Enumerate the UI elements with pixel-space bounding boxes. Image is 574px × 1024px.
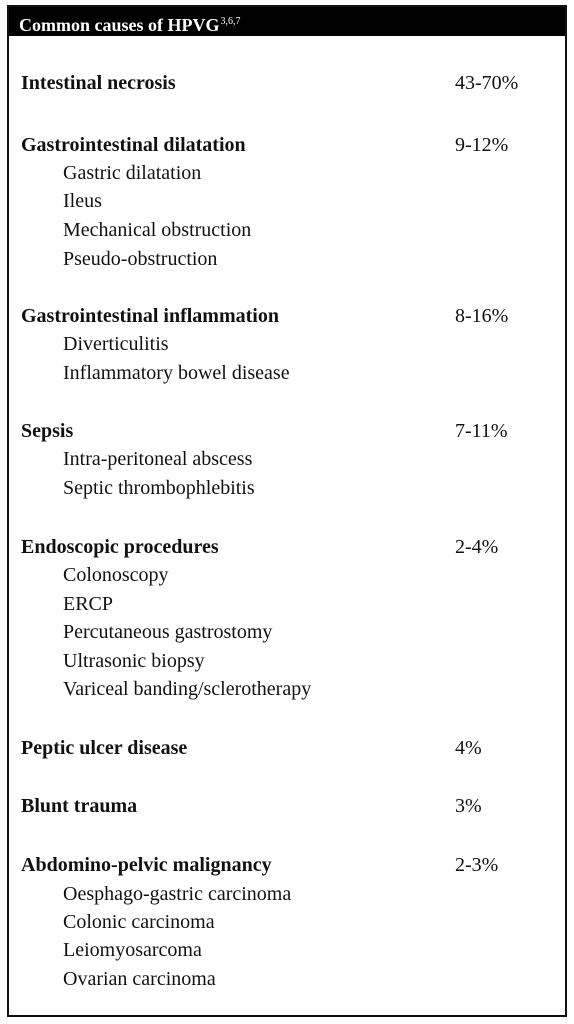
category-row xyxy=(21,303,553,329)
subitem-label: Variceal banding/sclerotherapy xyxy=(63,678,312,700)
category-row xyxy=(21,793,553,819)
category-row xyxy=(21,418,553,444)
subitem-label: Intra-peritoneal abscess xyxy=(63,448,253,470)
category-label: Peptic ulcer disease xyxy=(21,737,188,759)
subitem-row xyxy=(21,648,553,674)
subitem-label: Mechanical obstruction xyxy=(63,219,252,241)
subitem-row xyxy=(21,246,553,272)
category-percentage: 3% xyxy=(455,795,482,817)
subitem-row xyxy=(21,475,553,501)
category-percentage: 43-70% xyxy=(455,72,519,94)
subitem-label: Gastric dilatation xyxy=(63,162,202,184)
subitem-row xyxy=(21,446,553,472)
subitem-label: Ovarian carcinoma xyxy=(63,968,216,990)
category-row xyxy=(21,852,553,878)
subitem-row xyxy=(21,188,553,214)
category-percentage: 9-12% xyxy=(455,134,509,156)
subitem-label: Ileus xyxy=(63,190,102,212)
subitem-label: Pseudo-obstruction xyxy=(63,248,218,270)
subitem-row xyxy=(21,160,553,186)
category-label: Gastrointestinal dilatation xyxy=(21,134,246,156)
table-body xyxy=(9,7,565,1015)
subitem-row xyxy=(21,966,553,992)
subitem-label: Colonoscopy xyxy=(63,564,169,586)
subitem-label: Colonic carcinoma xyxy=(63,911,215,933)
subitem-row xyxy=(21,937,553,963)
subitem-label: Inflammatory bowel disease xyxy=(63,362,290,384)
subitem-row xyxy=(21,562,553,588)
subitem-row xyxy=(21,881,553,907)
subitem-label: ERCP xyxy=(63,593,114,615)
subitem-row xyxy=(21,676,553,702)
subitem-row xyxy=(21,217,553,243)
table-title: Common causes of HPVG xyxy=(19,15,220,35)
table-title-references: 3,6,7 xyxy=(220,16,241,27)
subitem-row xyxy=(21,331,553,357)
subitem-label: Oesphago-gastric carcinoma xyxy=(63,883,292,905)
category-row xyxy=(21,735,553,761)
category-label: Intestinal necrosis xyxy=(21,72,176,94)
subitem-label: Diverticulitis xyxy=(63,333,169,355)
category-percentage: 8-16% xyxy=(455,305,509,327)
subitem-row xyxy=(21,909,553,935)
category-percentage: 2-3% xyxy=(455,854,499,876)
hpvg-causes-table xyxy=(7,5,567,1017)
subitem-label: Leiomyosarcoma xyxy=(63,939,202,961)
category-row xyxy=(21,534,553,560)
category-label: Gastrointestinal inflammation xyxy=(21,305,279,327)
subitem-row xyxy=(21,591,553,617)
category-label: Endoscopic procedures xyxy=(21,536,219,558)
category-label: Sepsis xyxy=(21,420,74,442)
category-row xyxy=(21,70,553,96)
category-percentage: 7-11% xyxy=(455,420,508,442)
category-label: Abdomino-pelvic malignancy xyxy=(21,854,272,876)
category-percentage: 2-4% xyxy=(455,536,499,558)
category-percentage: 4% xyxy=(455,737,482,759)
category-row xyxy=(21,132,553,158)
subitem-row xyxy=(21,360,553,386)
category-label: Blunt trauma xyxy=(21,795,138,817)
subitem-label: Ultrasonic biopsy xyxy=(63,650,205,672)
subitem-row xyxy=(21,619,553,645)
subitem-label: Percutaneous gastrostomy xyxy=(63,621,273,643)
subitem-label: Septic thrombophlebitis xyxy=(63,477,255,499)
